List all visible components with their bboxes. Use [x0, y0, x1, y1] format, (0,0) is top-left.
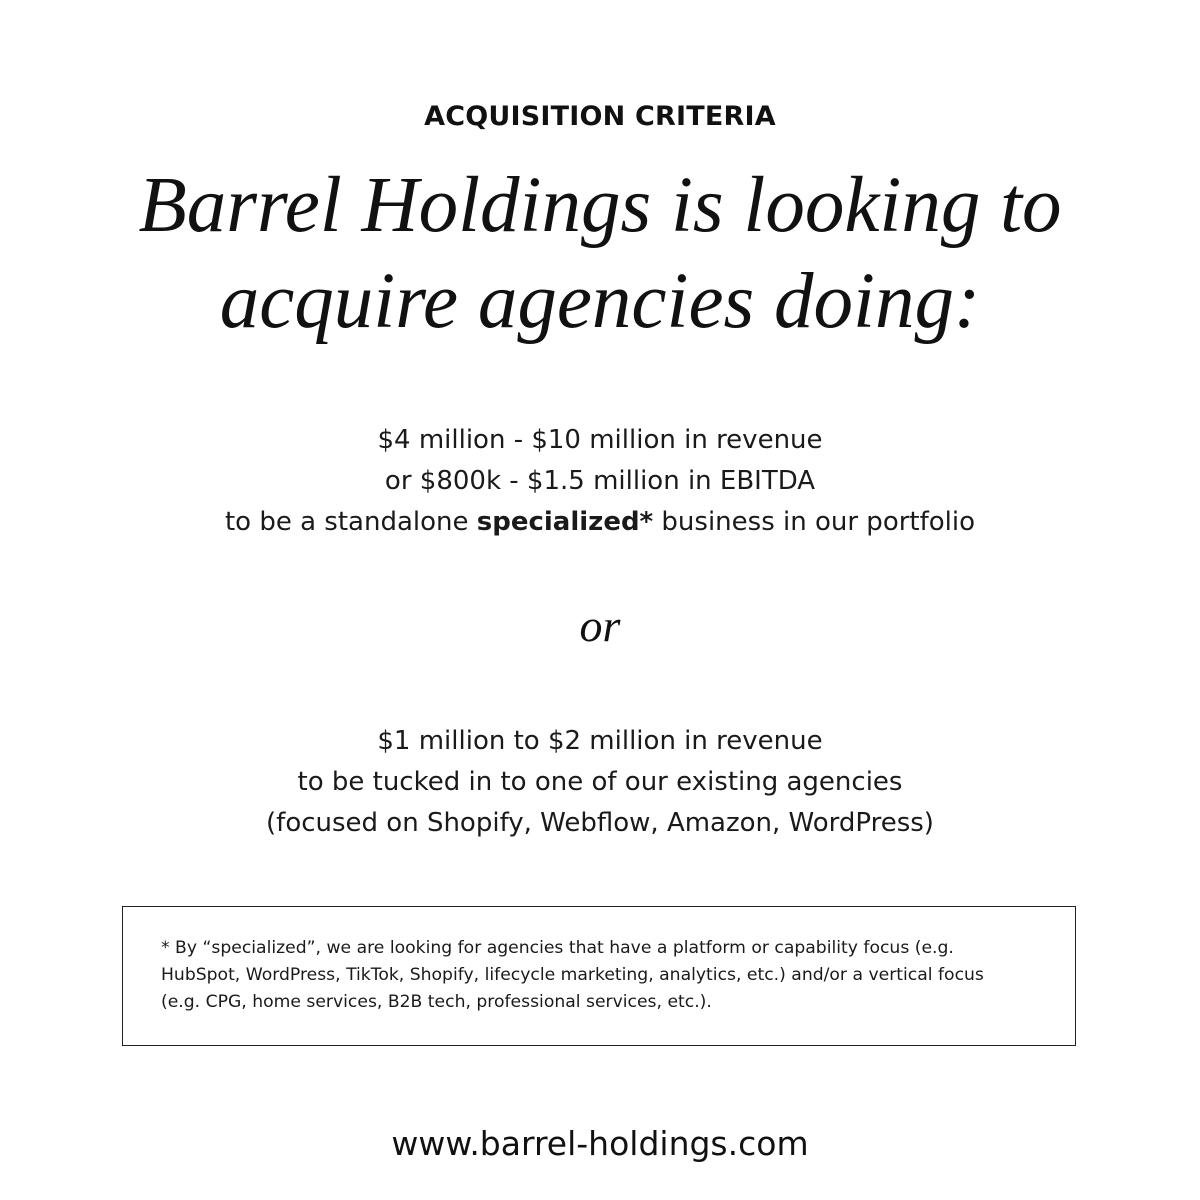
- headline-line-2: acquire agencies doing:: [219, 258, 981, 345]
- website-url: www.barrel-holdings.com: [391, 1124, 809, 1163]
- criteria-standalone-purpose-start: to be a standalone: [224, 507, 477, 537]
- criteria-tuck-in-purpose: to be tucked in to one of our existing agencies: [297, 767, 903, 797]
- criteria-standalone-purpose-end: business in our portfolio: [653, 507, 976, 537]
- criteria-tuck-in: [0, 721, 1200, 844]
- or-separator: or: [579, 600, 621, 651]
- specialized-footnote-box: [122, 906, 1076, 1046]
- criteria-standalone-ebitda: or $800k - $1.5 million in EBITDA: [384, 466, 816, 496]
- section-eyebrow: ACQUISITION CRITERIA: [424, 101, 776, 132]
- footnote-line-1: * By “specialized”, we are looking for agencies that have a platform or capability focus (e.g.: [161, 938, 954, 958]
- footnote-line-2: HubSpot, WordPress, TikTok, Shopify, lifecycle marketing, analytics, etc.) and/or a vertical focus: [161, 965, 984, 985]
- criteria-tuck-in-revenue: $1 million to $2 million in revenue: [377, 726, 823, 756]
- criteria-standalone-revenue: $4 million - $10 million in revenue: [377, 425, 823, 455]
- criteria-tuck-in-focus: (focused on Shopify, Webflow, Amazon, WordPress): [266, 808, 934, 838]
- footnote-line-3: (e.g. CPG, home services, B2B tech, professional services, etc.).: [161, 992, 712, 1012]
- criteria-standalone: [0, 420, 1200, 543]
- headline-line-1: Barrel Holdings is looking to: [138, 162, 1062, 249]
- page-headline: [100, 158, 1100, 350]
- specialized-emphasis: specialized*: [476, 507, 654, 537]
- criteria-standalone-purpose: [0, 502, 1200, 543]
